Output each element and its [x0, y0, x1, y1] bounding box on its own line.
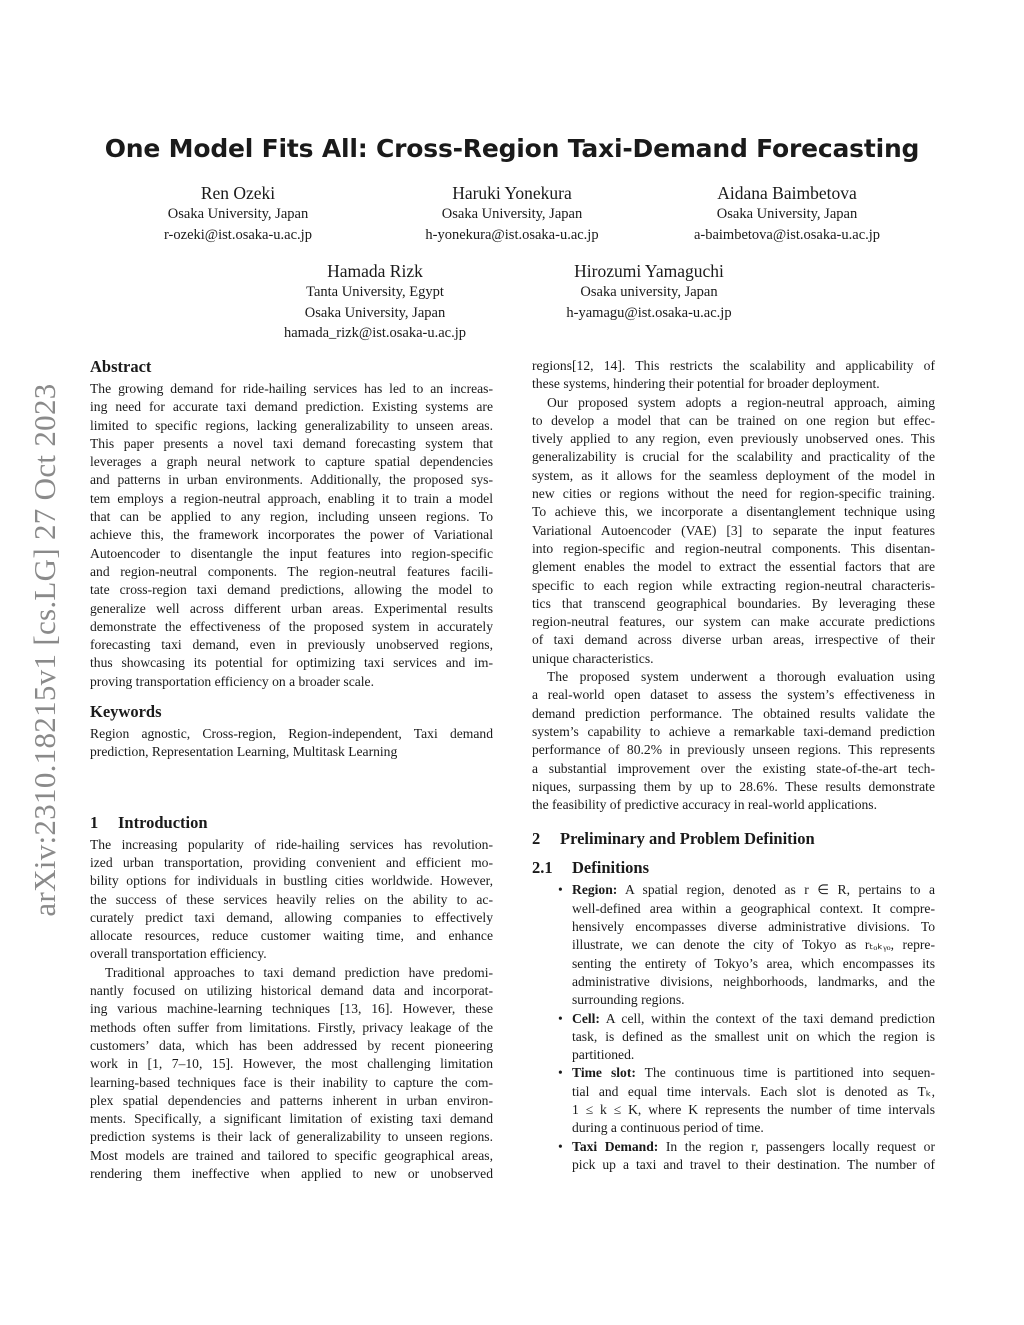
- definition-text: senting the entirety of Tokyo’s area, which encompasses its: [572, 955, 935, 971]
- abstract-heading: Abstract: [90, 357, 152, 376]
- introduction-body: [90, 836, 493, 1184]
- text-line: [572, 1138, 935, 1156]
- section-number: 2: [532, 829, 541, 849]
- text-line: Traditional approaches to taxi demand prediction have predomi-: [105, 964, 493, 980]
- text-line: tics that transcend geographical boundaries. By leveraging these: [532, 595, 935, 611]
- text-line: The growing demand for ride-hailing services has led to an increas-: [90, 381, 493, 396]
- text-line: Most models are trained and tailored to specific geographical areas,: [90, 1147, 493, 1163]
- subsection-2-1-heading: [532, 855, 935, 881]
- section-title: Introduction: [118, 812, 208, 832]
- text-line: Variational Autoencoder (VAE) [3] to separate the input features: [532, 522, 935, 538]
- author-affiliation: Osaka university, Japan: [580, 284, 718, 300]
- definition-text: A cell, within the context of the taxi demand prediction: [605, 1010, 935, 1026]
- text-line: new cities or regions without the need for region-specific training.: [532, 486, 935, 502]
- subsection-number: 2.1: [532, 858, 553, 878]
- text-line: This paper presents a novel taxi demand forecasting system that: [90, 435, 493, 451]
- text-line: forecasting taxi demand, even in previously unobserved regions,: [90, 637, 493, 653]
- text-line: of taxi demand across diverse urban areas, irrespective of their: [532, 632, 935, 648]
- definition-text: surrounding regions.: [572, 992, 685, 1008]
- text-line: [572, 1156, 935, 1174]
- text-line: To achieve this, we incorporate a disentanglement technique using: [532, 504, 935, 520]
- text-line: nantly focused on utilizing historical demand data and incorporat-: [90, 983, 493, 999]
- text-line: that can be applied to any region, including unseen regions. To: [90, 509, 493, 525]
- author-name: Hirozumi Yamaguchi: [574, 261, 724, 281]
- text-line: generalize well across different urban areas. Experimental results: [90, 600, 493, 616]
- definition-label: Cell:: [572, 1010, 600, 1026]
- text-line: specific to each region while extracting region-neutral characteris-: [532, 577, 935, 593]
- text-line: [572, 955, 935, 973]
- text-line: Region agnostic, Cross-region, Region-independent, Taxi demand: [90, 726, 493, 742]
- text-line: to develop a model that can be trained on one region but effec-: [532, 412, 935, 428]
- text-line: proving transportation efficiency on a broader scale.: [90, 673, 374, 689]
- text-line: [572, 973, 935, 991]
- text-line: methods often suffer from limitations. Firstly, privacy leakage of the: [90, 1019, 493, 1035]
- text-line: system’s capability to achieve a remarkable taxi-demand prediction: [532, 723, 935, 739]
- definition-label: Region:: [572, 882, 618, 898]
- text-line: these systems, hindering their potential for broader deployment.: [532, 376, 880, 392]
- author-email: hamada_rizk@ist.osaka-u.ac.jp: [283, 325, 467, 341]
- definition-text: A spatial region, denoted as r ∈ R, pertains to a: [625, 882, 935, 898]
- paragraph: [90, 964, 493, 1184]
- text-line: system, as it allows for the seamless deployment of the model in: [532, 467, 935, 483]
- author-affiliation: Osaka University, Japan: [716, 206, 858, 222]
- paragraph: [532, 668, 935, 814]
- text-line: tate cross-region taxi demand predictions, allowing the model to: [90, 582, 493, 598]
- bullet-icon: •: [558, 1138, 563, 1154]
- text-line: limited to specific regions, lacking generalizability to unseen areas.: [90, 417, 493, 433]
- text-line: a real-world open dataset to assess the system’s effectiveness in: [532, 687, 935, 703]
- text-line: The proposed system underwent a thorough evaluation using: [547, 669, 935, 685]
- text-line: [572, 918, 935, 936]
- author-name: Hamada Rizk: [327, 261, 423, 281]
- text-line: unique characteristics.: [532, 650, 654, 666]
- author-email: h-yamagu@ist.osaka-u.ac.jp: [566, 304, 732, 321]
- text-line: customers’ data, which has been addressed by recent pioneering: [90, 1037, 493, 1053]
- paragraph: [90, 836, 493, 964]
- text-line: [572, 1101, 935, 1119]
- keywords-heading: Keywords: [90, 702, 162, 722]
- arxiv-identifier: arXiv:2310.18215v1 [cs.LG] 27 Oct 2023: [27, 383, 62, 917]
- text-line: [572, 1028, 935, 1046]
- text-line: ments. Specifically, a significant limitation of existing taxi demand: [90, 1111, 493, 1127]
- definition-label: Taxi Demand:: [572, 1138, 659, 1154]
- definition-text: 1 ≤ k ≤ K, where K represents the number of time intervals: [572, 1101, 935, 1117]
- author-block: [362, 182, 662, 245]
- section-2-heading: [532, 826, 935, 852]
- text-line: regions[12, 14]. This restricts the scalability and applicability of: [532, 358, 935, 373]
- section-title: Preliminary and Problem Definition: [560, 829, 815, 849]
- text-line: a substantial improvement over the existing state-of-the-art tech-: [532, 760, 935, 776]
- text-line: demand prediction performance. The obtained results validate the: [532, 705, 935, 721]
- text-line: [572, 936, 935, 954]
- text-line: glement enables the model to extract the essential factors that are: [532, 559, 935, 575]
- left-column: [90, 354, 493, 1183]
- text-line: niques, surpassing them by up to 28.6%. These results demonstrate: [532, 778, 935, 794]
- author-email: a-baimbetova@ist.osaka-u.ac.jp: [693, 226, 881, 243]
- text-line: tem employs a region-neutral approach, enabling it to train a model: [90, 490, 493, 506]
- text-line: region-neutral features, our system can make accurate predictions: [532, 614, 935, 630]
- definition-text: The continuous time is partitioned into sequen-: [644, 1065, 935, 1081]
- text-line: ized urban transportation, providing convenient and efficient mo-: [90, 854, 493, 870]
- keywords-body: [90, 725, 493, 762]
- abstract-body: [90, 380, 493, 691]
- definition-text: illustrate, we can denote the city of Tokyo as rₜₒₖᵧₒ, repre-: [572, 937, 935, 953]
- right-column: [532, 357, 935, 1174]
- paragraph: [532, 394, 935, 668]
- definition-text: well-defined area within a geographical context. It compre-: [572, 900, 935, 916]
- text-line: ing various machine-learning techniques [13, 16]. However, these: [90, 1001, 493, 1017]
- text-line: and region-neutral components. The region-neutral features facili-: [90, 563, 493, 579]
- author-block: [225, 260, 525, 344]
- section-1-heading: [90, 810, 493, 836]
- text-line: curately predict taxi demand, allowing companies to effectively: [90, 909, 493, 925]
- text-line: the success of these services heavily relies on the ability to ac-: [90, 891, 493, 907]
- author-affiliation: Tanta University, Egypt: [306, 284, 444, 300]
- bullet-icon: •: [558, 1065, 563, 1081]
- definition-text: hensively encompasses diverse administrative divisions. To: [572, 919, 935, 935]
- definition-item: [532, 881, 935, 1009]
- text-line: prediction systems is their lack of generalizability to unseen regions.: [90, 1129, 493, 1145]
- subsection-title: Definitions: [572, 858, 650, 878]
- text-line: allocate resources, reduce customer waiting time, and enhance: [90, 928, 493, 944]
- author-affiliation: Osaka University, Japan: [304, 304, 446, 321]
- text-line: bility options for individuals in bustling cities worldwide. However,: [90, 873, 493, 889]
- text-line: Autoencoder to disentangle the input features into region-specific: [90, 545, 493, 561]
- definition-item: [532, 1010, 935, 1065]
- text-line: [572, 881, 935, 899]
- text-line: [572, 1064, 935, 1082]
- text-line: plex spatial dependencies and patterns inherent in urban environ-: [90, 1092, 493, 1108]
- text-line: thus showcasing its potential for optimizing taxi services and im-: [90, 655, 493, 671]
- text-line: achieve this, the framework incorporates the power of Variational: [90, 527, 493, 543]
- text-line: work in [1, 7–10, 15]. However, the most challenging limitation: [90, 1056, 493, 1072]
- text-line: [572, 1010, 935, 1028]
- text-line: tively applied to any region, even previously unobserved ones. This: [532, 431, 935, 447]
- author-affiliation: Osaka University, Japan: [441, 206, 583, 222]
- text-line: [572, 1046, 935, 1064]
- introduction-continued: [532, 357, 935, 814]
- text-line: [572, 1083, 935, 1101]
- text-line: Our proposed system adopts a region-neutral approach, aiming: [547, 394, 935, 410]
- author-name: Haruki Yonekura: [452, 183, 572, 203]
- text-line: performance of 80.2% in previously unseen regions. This represents: [532, 742, 935, 758]
- text-line: and patterns in urban environments. Additionally, the proposed sys-: [90, 472, 493, 488]
- text-line: generalizability is crucial for the scalability and practicality of the: [532, 449, 935, 465]
- author-name: Aidana Baimbetova: [717, 183, 857, 203]
- paper-title: One Model Fits All: Cross-Region Taxi-Demand Forecasting: [104, 134, 920, 163]
- text-line: ing need for accurate taxi demand prediction. Existing systems are: [90, 399, 493, 415]
- text-line: demonstrate the effectiveness of the proposed system in accurately: [90, 618, 493, 634]
- text-line: [572, 900, 935, 918]
- text-line: learning-based techniques face is their inability to capture the com-: [90, 1074, 493, 1090]
- definition-text: In the region r, passengers locally request or: [665, 1138, 935, 1154]
- text-line: into region-specific and region-neutral components. This disentan-: [532, 540, 935, 556]
- author-email: r-ozeki@ist.osaka-u.ac.jp: [164, 226, 312, 243]
- definition-text: partitioned.: [572, 1047, 635, 1063]
- paragraph: [532, 357, 935, 394]
- text-line: rendering them ineffective when applied to new or unobserved: [90, 1165, 493, 1181]
- paragraph: [90, 725, 493, 762]
- definition-item: [532, 1138, 935, 1175]
- text-line: the feasibility of predictive accuracy in real-world applications.: [532, 797, 877, 813]
- author-block: [637, 182, 937, 245]
- definition-item: [532, 1064, 935, 1137]
- author-affiliation: Osaka University, Japan: [167, 206, 309, 222]
- definition-text: administrative divisions, neighborhoods, landmarks, and the: [572, 973, 935, 989]
- definition-label: Time slot:: [572, 1065, 636, 1081]
- text-line: [572, 991, 935, 1009]
- definition-text: pick up a taxi and travel to their destination. The number of: [572, 1156, 935, 1172]
- text-line: The increasing popularity of ride-hailing services has revolution-: [90, 836, 493, 852]
- definition-text: task, is defined as the smallest unit on which the region is: [572, 1028, 935, 1044]
- text-line: prediction, Representation Learning, Multitask Learning: [90, 744, 398, 760]
- definition-text: during a continuous period of time.: [572, 1120, 764, 1136]
- bullet-icon: •: [558, 882, 563, 898]
- section-number: 1: [90, 812, 99, 832]
- author-block: [499, 260, 799, 323]
- author-block: [88, 182, 388, 245]
- author-name: Ren Ozeki: [200, 183, 276, 203]
- definition-text: tial and equal time intervals. Each slot is denoted as Tₖ,: [572, 1083, 935, 1099]
- text-line: overall transportation efficiency.: [90, 946, 267, 962]
- text-line: [572, 1119, 935, 1137]
- author-email: h-yonekura@ist.osaka-u.ac.jp: [425, 226, 599, 243]
- text-line: leverages a graph neural network to capture spatial dependencies: [90, 454, 493, 470]
- paragraph: [90, 380, 493, 691]
- definitions-list: [532, 881, 935, 1174]
- bullet-icon: •: [558, 1010, 563, 1026]
